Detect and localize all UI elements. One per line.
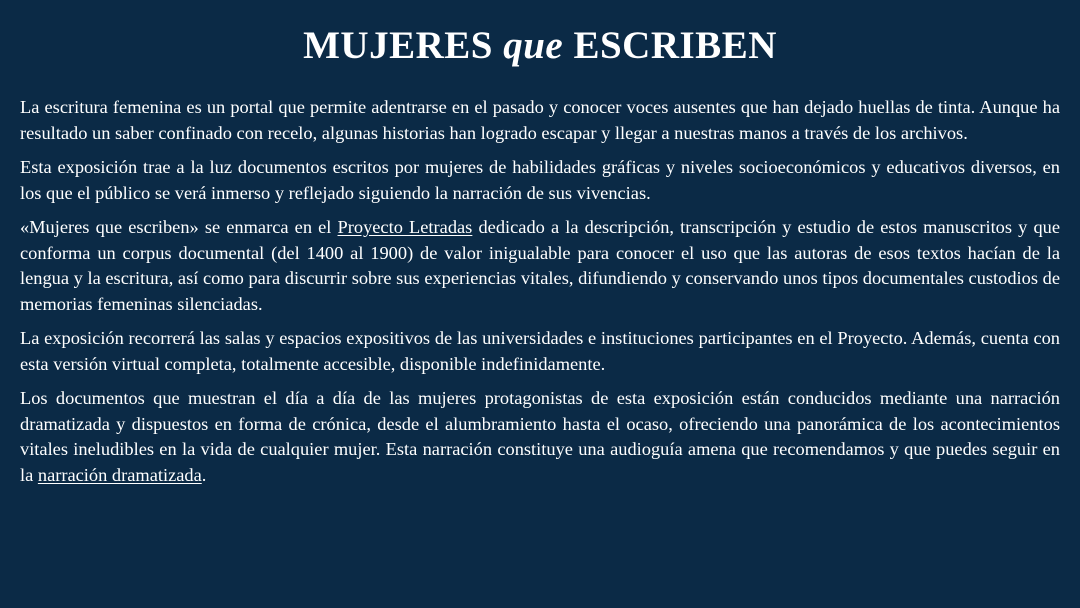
title-part-que: que <box>503 24 564 67</box>
paragraph-5 <box>20 386 1060 488</box>
paragraph-3 <box>20 215 1060 317</box>
narracion-dramatizada-link[interactable]: narración dramatizada <box>37 464 202 485</box>
intro-text <box>20 95 1060 488</box>
paragraph-3-text-start: «Mujeres que escriben» se enmarca en el <box>20 217 338 237</box>
paragraph-5-text-end: . <box>201 464 207 485</box>
title-part-mujeres: MUJERES <box>303 24 493 67</box>
paragraph-2: Esta exposición trae a la luz documentos escritos por mujeres de habilidades gráficas y niveles socioeconómicos y educativos diversos, en los que el público se verá inmerso y reflejado siguiendo la narración de sus vivencias. <box>20 157 1060 203</box>
page-title <box>20 20 1060 72</box>
proyecto-letradas-link[interactable]: Proyecto Letradas <box>337 217 473 237</box>
paragraph-1: La escritura femenina es un portal que permite adentrarse en el pasado y conocer voces ausentes que han dejado huellas de tinta. Aunque ha resultado un saber confinado con recelo, algunas historias han logrado escapar y llegar a nuestras manos a través de los archivos. <box>20 97 1060 143</box>
title-part-escriben: ESCRIBEN <box>573 24 777 67</box>
paragraph-5-text-start: Los documentos que muestran el día a día de las mujeres protagonistas de esta exposición están conducidos mediante una narración dramatizada y dispuestos en forma de crónica, desde el alumbramiento hasta el ocaso, ofreciendo una panorámica de los acontecimientos vitales ineludibles en la vida de cualquier mujer. Esta narración constituye una audioguía amena que recomendamos y que puedes seguir en la <box>20 388 1060 485</box>
paragraph-3-text-end: dedicado a la descripción, transcripción y estudio de estos manuscritos y que conforma un corpus documental (del 1400 al 1900) de valor inigualable para conocer el uso que las autoras de esos textos hacían de la lengua y la escritura, así como para discurrir sobre sus experiencias vitales, difundiendo y conservando unos tipos documentales custodios de memorias femeninas silenciadas. <box>20 217 1061 314</box>
paragraph-4: La exposición recorrerá las salas y espacios expositivos de las universidades e instituciones participantes en el Proyecto. Además, cuenta con esta versión virtual completa, totalmente accesible, disponible indefinidamente. <box>20 328 1060 374</box>
